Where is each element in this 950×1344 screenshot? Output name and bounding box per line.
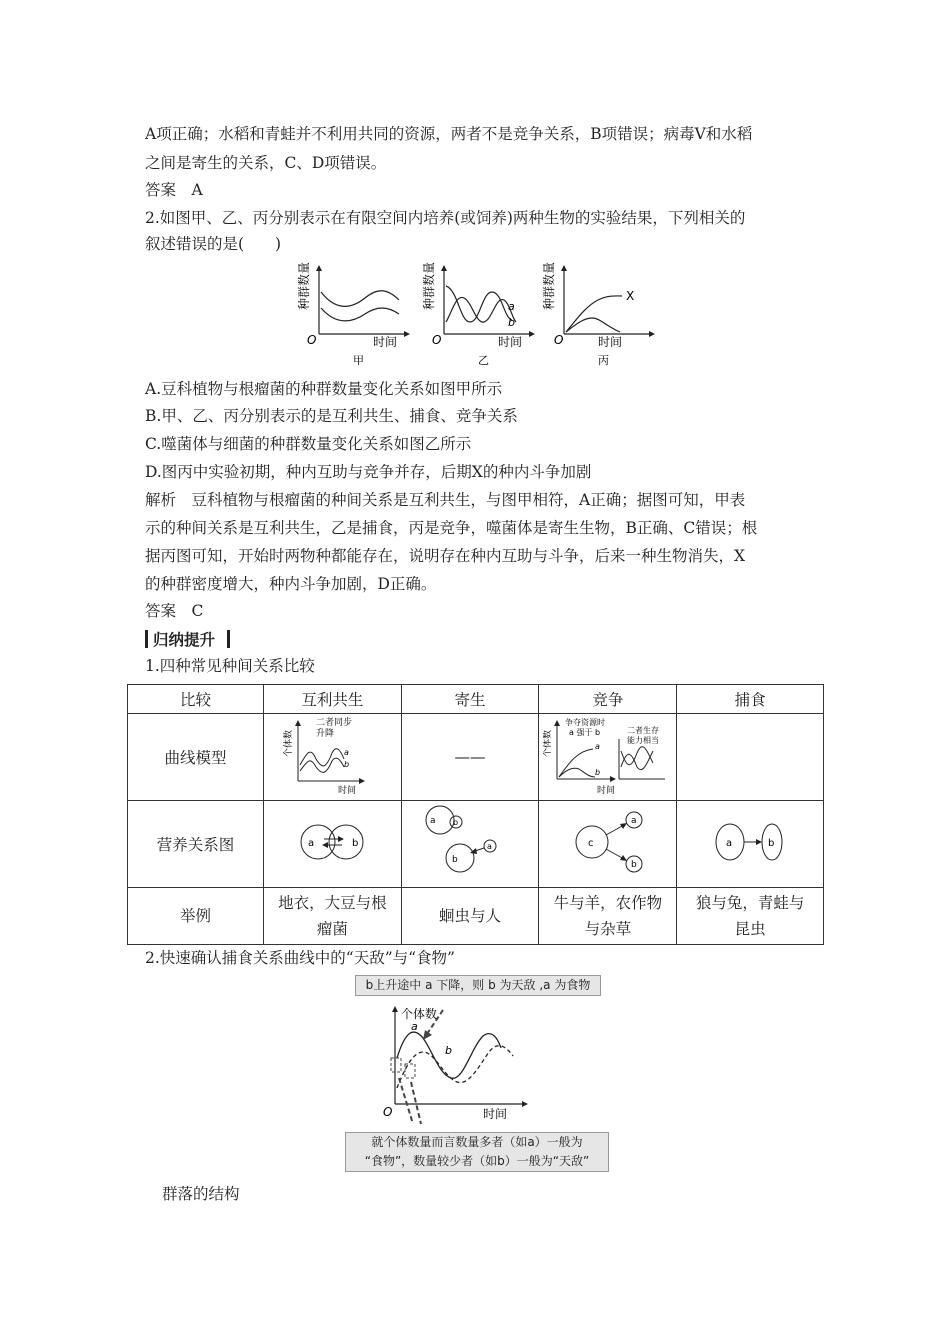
mini-x-label: 时间 xyxy=(338,786,357,795)
section-heading xyxy=(145,628,235,650)
section-title: 归纳提升 xyxy=(153,631,216,649)
y-label: 种群数量 xyxy=(542,262,556,310)
figure-bing xyxy=(541,262,655,367)
mini-y-label: 个体数 xyxy=(542,729,553,757)
example-cell xyxy=(264,888,402,945)
example-text: 昆虫 xyxy=(734,920,766,938)
y-label: 个体数 xyxy=(401,1007,438,1021)
mini-note: 争夺资源时 xyxy=(564,718,605,727)
mini-x-label: 时间 xyxy=(596,786,615,795)
origin-label: O xyxy=(383,1105,393,1119)
node-b: b xyxy=(630,860,637,870)
series-a-label: a xyxy=(508,300,515,313)
example-text: 地衣，大豆与根 xyxy=(278,894,387,912)
subheading: 2.快速确认捕食关系曲线中的“天敌”与“食物” xyxy=(145,949,455,967)
heading-bar-left xyxy=(145,630,148,648)
figure-caption: 丙 xyxy=(598,354,609,367)
mini-y-label: 个体数 xyxy=(284,729,295,757)
option-d: D.图丙中实验初期，种内互助与竞争并存，后期X的种内斗争加剧 xyxy=(145,463,592,481)
comparison-table xyxy=(127,684,824,945)
option-c: C.噬菌体与细菌的种群数量变化关系如图乙所示 xyxy=(145,435,472,453)
node-b: b xyxy=(452,855,458,865)
answer-line: 答案 C xyxy=(145,602,204,620)
table-row xyxy=(128,714,824,801)
section-title: 群落的结构 xyxy=(162,1185,240,1203)
series-b-label: b xyxy=(445,1044,452,1057)
table-header: 比较 xyxy=(128,685,264,714)
row-label: 举例 xyxy=(128,888,264,945)
competition-diagram-cell xyxy=(539,801,677,888)
x-label: 时间 xyxy=(498,335,523,349)
table-header: 捕食 xyxy=(677,685,824,714)
node-b: b xyxy=(352,838,359,849)
x-label: 时间 xyxy=(598,335,623,349)
series-b-label: b xyxy=(508,316,515,329)
mini-b: b xyxy=(344,760,350,769)
node-b: b xyxy=(768,838,775,849)
explanation-line: 示的种间关系是互利共生，乙是捕食，丙是竞争，噬菌体是寄生生物，B正确、C错误；根 xyxy=(145,519,758,537)
paragraph-line: A项正确；水稻和青蛙并不利用共同的资源，两者不是竞争关系，B项错误；病毒V和水稻 xyxy=(145,125,753,143)
mini-a: a xyxy=(344,748,350,757)
table-header: 寄生 xyxy=(401,685,539,714)
example-text: 牛与羊，农作物 xyxy=(553,894,663,912)
question-line: 叙述错误的是( ) xyxy=(145,235,282,253)
series-x-label: X xyxy=(626,289,635,303)
mutualism-diagram-cell xyxy=(264,801,402,888)
table-row xyxy=(128,888,824,945)
paragraph-line: 之间是寄生的关系，C、D项错误。 xyxy=(145,154,387,172)
competition-diagram xyxy=(558,802,658,882)
bottom-note-line: “食物”，数量较少者（如b）一般为“天敌” xyxy=(364,1154,590,1168)
mini-a: a xyxy=(594,742,600,751)
example-text: 狼与兔，青蛙与 xyxy=(695,894,805,912)
figure-caption: 乙 xyxy=(478,354,489,367)
subheading: 1.四种常见种间关系比较 xyxy=(145,657,315,675)
example-text: 与杂草 xyxy=(584,920,632,938)
mutualism-diagram xyxy=(282,812,382,872)
node-a: a xyxy=(430,816,436,826)
option-a: A.豆科植物与根瘤菌的种群数量变化关系如图甲所示 xyxy=(145,380,503,398)
bottom-note xyxy=(345,1132,609,1172)
mutualism-curve xyxy=(282,715,382,795)
predation-curve-cell xyxy=(677,714,824,801)
parasite-diagram xyxy=(420,802,520,882)
example-cell: 蛔虫与人 xyxy=(401,888,539,945)
bottom-note-line: 就个体数量而言数量多者（如a）一般为 xyxy=(371,1135,583,1149)
competition-curve xyxy=(543,715,673,795)
node-a: a xyxy=(308,838,315,849)
table-header: 竞争 xyxy=(539,685,677,714)
table-header-row xyxy=(128,685,824,714)
node-a: a xyxy=(487,842,492,851)
row-label: 营养关系图 xyxy=(128,801,264,888)
parasite-curve-cell: —— xyxy=(401,714,539,801)
predation-diagram xyxy=(700,812,800,872)
example-text: 瘤菌 xyxy=(316,920,348,938)
series-a-label: a xyxy=(411,1020,418,1033)
mini-note: 二者同步 xyxy=(316,718,353,728)
origin-label: O xyxy=(307,333,317,347)
predation-diagram-cell xyxy=(677,801,824,888)
explanation-line: 据丙图可知，开始时两物种都能存在，说明存在种内互助与斗争，后来一种生物消失，X xyxy=(145,547,746,565)
option-b: B.甲、乙、丙分别表示的是互利共生、捕食、竞争关系 xyxy=(145,407,518,425)
figure-jia xyxy=(296,262,410,367)
node-a: a xyxy=(630,816,637,826)
parasite-diagram-cell xyxy=(401,801,539,888)
row-label: 曲线模型 xyxy=(128,714,264,801)
heading-bar-right xyxy=(227,630,230,648)
example-cell xyxy=(539,888,677,945)
origin-label: O xyxy=(432,333,442,347)
competition-curve-cell xyxy=(539,714,677,801)
mini-note: 升降 xyxy=(316,729,335,739)
predator-prey-figure xyxy=(365,996,545,1126)
figure-yi xyxy=(421,262,535,367)
answer-line: 答案 A xyxy=(145,181,203,199)
table-row xyxy=(128,801,824,888)
mini-note: a 强于 b xyxy=(568,728,600,737)
node-b: b xyxy=(453,818,459,827)
explanation-line: 解析 豆科植物与根瘤菌的种间关系是互利共生，与图甲相符，A正确；据图可知，甲表 xyxy=(145,491,746,509)
node-a: a xyxy=(726,838,733,849)
node-c: c xyxy=(587,838,594,849)
table-header: 互利共生 xyxy=(264,685,402,714)
example-cell xyxy=(677,888,824,945)
mutualism-curve-cell xyxy=(264,714,402,801)
question-figures xyxy=(295,262,665,374)
y-label: 种群数量 xyxy=(422,262,436,310)
explanation-line: 的种群密度增大，种内斗争加剧，D正确。 xyxy=(145,575,437,593)
question-line: 2.如图甲、乙、丙分别表示在有限空间内培养(或饲养)两种生物的实验结果，下列相关的 xyxy=(145,209,746,227)
y-label: 种群数量 xyxy=(297,262,311,310)
figure-caption: 甲 xyxy=(353,354,364,367)
mini-note: 二者生存 xyxy=(626,726,659,735)
top-note: b上升途中 a 下降，则 b 为天敌 ,a 为食物 xyxy=(355,975,601,996)
mini-b: b xyxy=(594,768,600,777)
mini-note: 能力相当 xyxy=(626,736,659,745)
x-label: 时间 xyxy=(483,1107,508,1121)
origin-label: O xyxy=(554,333,564,347)
x-label: 时间 xyxy=(373,335,398,349)
